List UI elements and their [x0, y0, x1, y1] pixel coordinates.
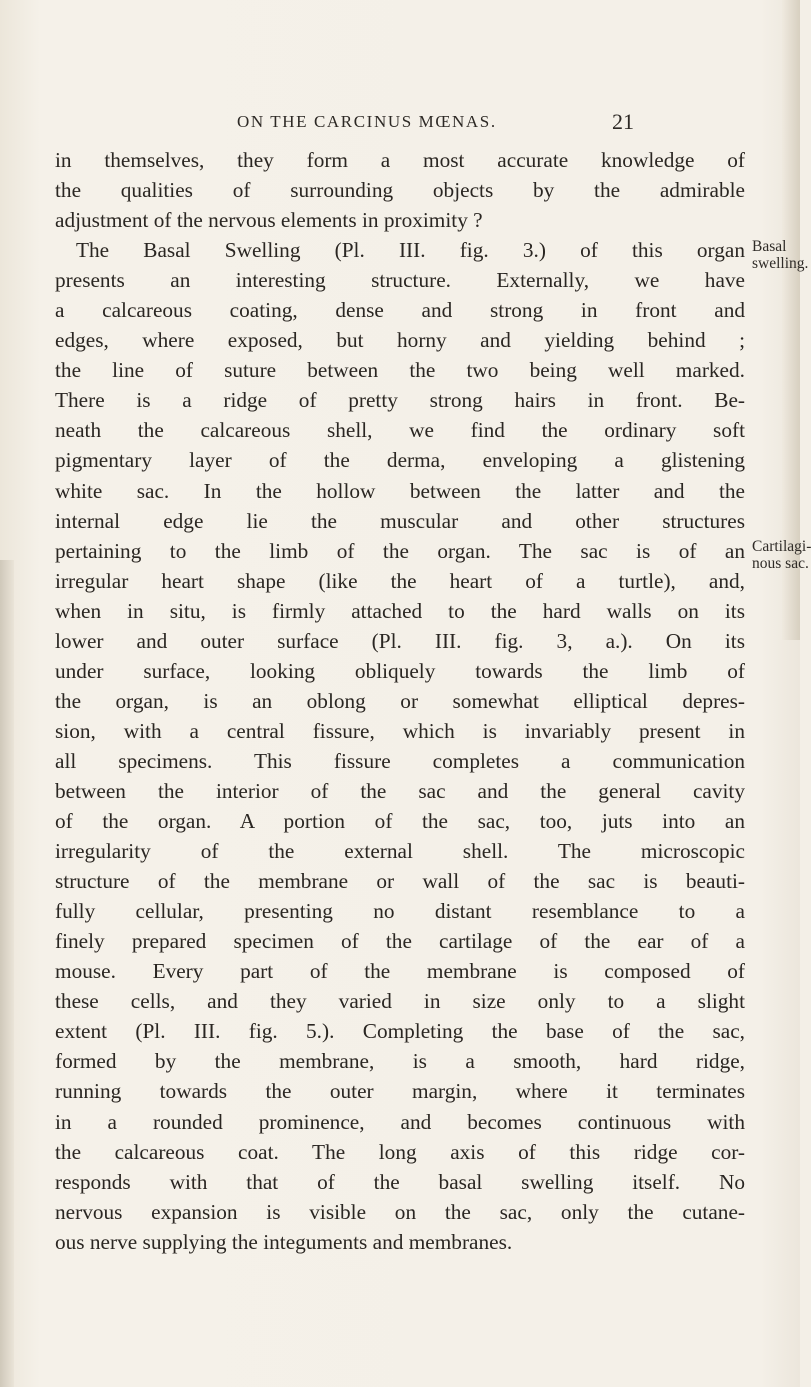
text-line: finely prepared specimen of the cartilage of the ear of a: [55, 929, 745, 954]
running-head-title: ON THE CARCINUS MŒNAS.: [237, 112, 497, 131]
margin-note-line: swelling.: [752, 255, 809, 272]
text-line: pertaining to the limb of the organ. The sac is of an: [55, 538, 745, 563]
text-line: mouse. Every part of the membrane is composed of: [55, 959, 745, 984]
text-line: running towards the outer margin, where it terminates: [55, 1079, 745, 1104]
margin-note-cartilaginous-sac: [752, 538, 811, 572]
text-line: in a rounded prominence, and becomes continuous with: [55, 1109, 745, 1134]
text-line: lower and outer surface (Pl. III. fig. 3, a.). On its: [55, 628, 745, 653]
text-line: There is a ridge of pretty strong hairs in front. Be-: [55, 388, 745, 413]
text-line: nervous expansion is visible on the sac, only the cutane-: [55, 1199, 745, 1224]
text-line: irregularity of the external shell. The microscopic: [55, 839, 745, 864]
text-line: structure of the membrane or wall of the sac is beauti-: [55, 869, 745, 894]
text-line: the line of suture between the two being well marked.: [55, 358, 745, 383]
text-line: extent (Pl. III. fig. 5.). Completing the base of the sac,: [55, 1019, 745, 1044]
text-line: sion, with a central fissure, which is invariably present in: [55, 718, 745, 743]
text-line: edges, where exposed, but horny and yielding behind ;: [55, 328, 745, 353]
text-line: irregular heart shape (like the heart of a turtle), and,: [55, 568, 745, 593]
text-line: between the interior of the sac and the general cavity: [55, 778, 745, 803]
text-line: The Basal Swelling (Pl. III. fig. 3.) of this organ: [76, 238, 745, 263]
margin-note-line: Basal: [752, 238, 787, 255]
text-line: ous nerve supplying the integuments and membranes.: [55, 1229, 513, 1254]
text-line: these cells, and they varied in size only to a slight: [55, 989, 745, 1014]
margin-note-line: nous sac.: [752, 555, 809, 572]
text-line: all specimens. This fissure completes a communication: [55, 748, 745, 773]
text-line: the qualities of surrounding objects by the admirable: [55, 178, 745, 203]
text-line: presents an interesting structure. Externally, we have: [55, 268, 745, 293]
text-line: under surface, looking obliquely towards the limb of: [55, 658, 745, 683]
text-line: the calcareous coat. The long axis of this ridge cor-: [55, 1139, 745, 1164]
text-line: neath the calcareous shell, we find the ordinary soft: [55, 418, 745, 443]
running-head: [0, 109, 800, 142]
text-line: pigmentary layer of the derma, enveloping a glistening: [55, 448, 745, 473]
page-number: 21: [612, 109, 634, 134]
margin-note-basal-swelling: [752, 238, 808, 272]
text-line: white sac. In the hollow between the latter and the: [55, 478, 745, 503]
body-text: [55, 145, 745, 1257]
text-line: formed by the membrane, is a smooth, hard ridge,: [55, 1049, 745, 1074]
text-line: in themselves, they form a most accurate knowledge of: [55, 148, 745, 172]
text-line: a calcareous coating, dense and strong in front and: [55, 298, 745, 323]
text-line: fully cellular, presenting no distant resemblance to a: [55, 899, 745, 924]
page-left-edge-shadow: [0, 560, 14, 1387]
text-line: responds with that of the basal swelling itself. No: [55, 1169, 745, 1194]
text-line: internal edge lie the muscular and other structures: [55, 508, 745, 533]
margin-note-line: Cartilagi-: [752, 538, 811, 555]
text-line: when in situ, is firmly attached to the hard walls on its: [55, 598, 745, 623]
text-line: adjustment of the nervous elements in proximity ?: [55, 208, 483, 233]
text-line: of the organ. A portion of the sac, too, juts into an: [55, 809, 745, 834]
text-line: the organ, is an oblong or somewhat elliptical depres-: [55, 688, 745, 713]
